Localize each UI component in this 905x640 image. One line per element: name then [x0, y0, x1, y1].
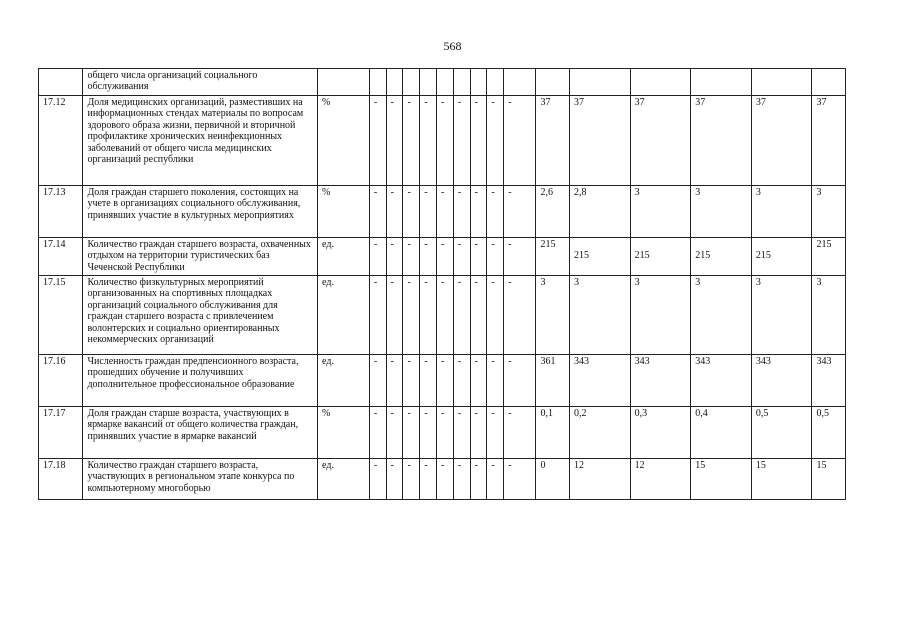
- dash-cell: -: [470, 407, 487, 459]
- dash-cell: -: [386, 407, 403, 459]
- table-row: [39, 407, 905, 459]
- dash-cell: -: [369, 459, 386, 500]
- dash-cell: -: [453, 407, 470, 459]
- dash-cell: -: [487, 96, 504, 186]
- dash-cell: -: [369, 186, 386, 238]
- unit-cell: ед.: [318, 276, 370, 355]
- dash-cell: -: [487, 238, 504, 276]
- value-cell: 37: [536, 96, 570, 186]
- indicator-name: общего числа организаций социального обслуживания: [83, 69, 318, 96]
- value-cell: 3: [630, 186, 691, 238]
- row-number: 17.14: [39, 238, 83, 276]
- dash-cell: -: [403, 355, 420, 407]
- row-number: 17.15: [39, 276, 83, 355]
- dash-cell: -: [369, 276, 386, 355]
- dash-cell: -: [437, 186, 454, 238]
- value-cell: 0,2: [570, 407, 631, 459]
- value-cell: 361: [536, 355, 570, 407]
- dash-cell: -: [420, 186, 437, 238]
- dash-cell: -: [420, 276, 437, 355]
- value-cell: 12: [570, 459, 631, 500]
- value-cell: 215: [570, 238, 631, 276]
- value-cell: 3: [751, 186, 812, 238]
- dash-cell: -: [470, 276, 487, 355]
- indicator-name: Доля граждан старшего поколения, состоящих на учете в организациях социального обслуживания, принявших участие в культурных мероприятиях: [83, 186, 318, 238]
- value-cell: 343: [751, 355, 812, 407]
- dash-cell: -: [504, 276, 536, 355]
- dash-cell: -: [453, 355, 470, 407]
- value-cell: 343: [570, 355, 631, 407]
- row-number: 17.13: [39, 186, 83, 238]
- dash-cell: -: [487, 355, 504, 407]
- dash-cell: -: [437, 238, 454, 276]
- dash-cell: -: [420, 238, 437, 276]
- value-cell: 3: [536, 276, 570, 355]
- dash-cell: -: [403, 186, 420, 238]
- dash-cell: -: [504, 238, 536, 276]
- dash-cell: -: [437, 459, 454, 500]
- value-cell: 37: [812, 96, 846, 186]
- dash-cell: -: [386, 186, 403, 238]
- unit-cell: %: [318, 96, 370, 186]
- row-number: [39, 69, 83, 96]
- dash-cell: -: [369, 407, 386, 459]
- dash-cell: -: [403, 238, 420, 276]
- unit-cell: %: [318, 186, 370, 238]
- dash-cell: -: [453, 96, 470, 186]
- dash-cell: -: [487, 407, 504, 459]
- value-cell: 37: [630, 96, 691, 186]
- value-cell: 215: [691, 238, 752, 276]
- value-cell: 0,5: [751, 407, 812, 459]
- unit-cell: ед.: [318, 355, 370, 407]
- value-cell: 343: [691, 355, 752, 407]
- value-cell: 0,1: [536, 407, 570, 459]
- indicator-name: Доля медицинских организаций, разместивших на информационных стендах материалы по вопросам здорового образа жизни, первичной и вторичной профилактике хронических неинфекционных заболеваний от общего числа медицинских организаций республики: [83, 96, 318, 186]
- dash-cell: -: [420, 459, 437, 500]
- indicator-name: Доля граждан старше возраста, участвующих в ярмарке вакансий от общего количества граждан, принявших участие в ярмарке вакансий: [83, 407, 318, 459]
- value-cell: 15: [751, 459, 812, 500]
- value-cell: 37: [751, 96, 812, 186]
- indicator-name: Количество граждан старшего возраста, охваченных отдыхом на территории туристических баз Чеченской Республики: [83, 238, 318, 276]
- dash-cell: -: [437, 96, 454, 186]
- unit-cell: %: [318, 407, 370, 459]
- table-row: [39, 69, 905, 96]
- value-cell: 343: [812, 355, 846, 407]
- dash-cell: -: [369, 96, 386, 186]
- dash-cell: -: [386, 96, 403, 186]
- dash-cell: -: [453, 238, 470, 276]
- row-number: 17.17: [39, 407, 83, 459]
- table-row: [39, 238, 905, 276]
- unit-cell: [318, 69, 370, 96]
- dash-cell: -: [369, 238, 386, 276]
- value-cell: 12: [630, 459, 691, 500]
- value-cell: 0,4: [691, 407, 752, 459]
- unit-cell: ед.: [318, 238, 370, 276]
- table-row: [39, 186, 905, 238]
- dash-cell: -: [420, 355, 437, 407]
- dash-cell: -: [437, 276, 454, 355]
- indicators-table: [38, 68, 905, 500]
- dash-cell: -: [487, 186, 504, 238]
- dash-cell: -: [403, 459, 420, 500]
- dash-cell: -: [453, 459, 470, 500]
- indicator-name: Количество физкультурных мероприятий организованных на спортивных площадках организаций социального обслуживания для граждан старшего возраста с привлечением волонтерских и социально ориентированных некоммерческих организаций: [83, 276, 318, 355]
- dash-cell: -: [386, 276, 403, 355]
- dash-cell: -: [504, 407, 536, 459]
- value-cell: 2,8: [570, 186, 631, 238]
- dash-cell: -: [487, 276, 504, 355]
- dash-cell: -: [386, 459, 403, 500]
- value-cell: 3: [630, 276, 691, 355]
- dash-cell: -: [470, 355, 487, 407]
- value-cell: 215: [630, 238, 691, 276]
- value-cell: 0,5: [812, 407, 846, 459]
- value-cell: 3: [751, 276, 812, 355]
- value-cell: 343: [630, 355, 691, 407]
- value-cell: 3: [691, 186, 752, 238]
- table-row: [39, 355, 905, 407]
- value-cell: 15: [691, 459, 752, 500]
- value-cell: 15: [812, 459, 846, 500]
- dash-cell: -: [403, 407, 420, 459]
- value-cell: 2,6: [536, 186, 570, 238]
- value-cell: 0,3: [630, 407, 691, 459]
- value-cell: 3: [812, 276, 846, 355]
- table-row: [39, 96, 905, 186]
- value-cell: 0: [536, 459, 570, 500]
- row-number: 17.16: [39, 355, 83, 407]
- dash-cell: -: [487, 459, 504, 500]
- dash-cell: -: [386, 355, 403, 407]
- dash-cell: -: [470, 238, 487, 276]
- value-cell: 3: [812, 186, 846, 238]
- unit-cell: ед.: [318, 459, 370, 500]
- row-number: 17.18: [39, 459, 83, 500]
- page-number: 568: [443, 39, 462, 53]
- value-cell: 215: [751, 238, 812, 276]
- row-number: 17.12: [39, 96, 83, 186]
- dash-cell: -: [470, 459, 487, 500]
- dash-cell: -: [420, 96, 437, 186]
- dash-cell: -: [504, 186, 536, 238]
- table-row: [39, 459, 905, 500]
- dash-cell: -: [453, 186, 470, 238]
- dash-cell: -: [504, 96, 536, 186]
- dash-cell: -: [369, 355, 386, 407]
- table-row: [39, 276, 905, 355]
- indicator-name: Количество граждан старшего возраста, участвующих в региональном этапе конкурса по компьютерному многоборью: [83, 459, 318, 500]
- value-cell: 215: [812, 238, 846, 276]
- value-cell: 3: [570, 276, 631, 355]
- value-cell: 215: [536, 238, 570, 276]
- dash-cell: -: [403, 276, 420, 355]
- dash-cell: -: [470, 186, 487, 238]
- value-cell: 37: [570, 96, 631, 186]
- dash-cell: -: [437, 355, 454, 407]
- dash-cell: -: [437, 407, 454, 459]
- dash-cell: -: [403, 96, 420, 186]
- dash-cell: -: [470, 96, 487, 186]
- value-cell: 37: [691, 96, 752, 186]
- dash-cell: -: [453, 276, 470, 355]
- dash-cell: -: [420, 407, 437, 459]
- dash-cell: -: [504, 459, 536, 500]
- dash-cell: -: [386, 238, 403, 276]
- value-cell: 3: [691, 276, 752, 355]
- indicator-name: Численность граждан предпенсионного возраста, прошедших обучение и получивших дополнительное профессиональное образование: [83, 355, 318, 407]
- dash-cell: -: [504, 355, 536, 407]
